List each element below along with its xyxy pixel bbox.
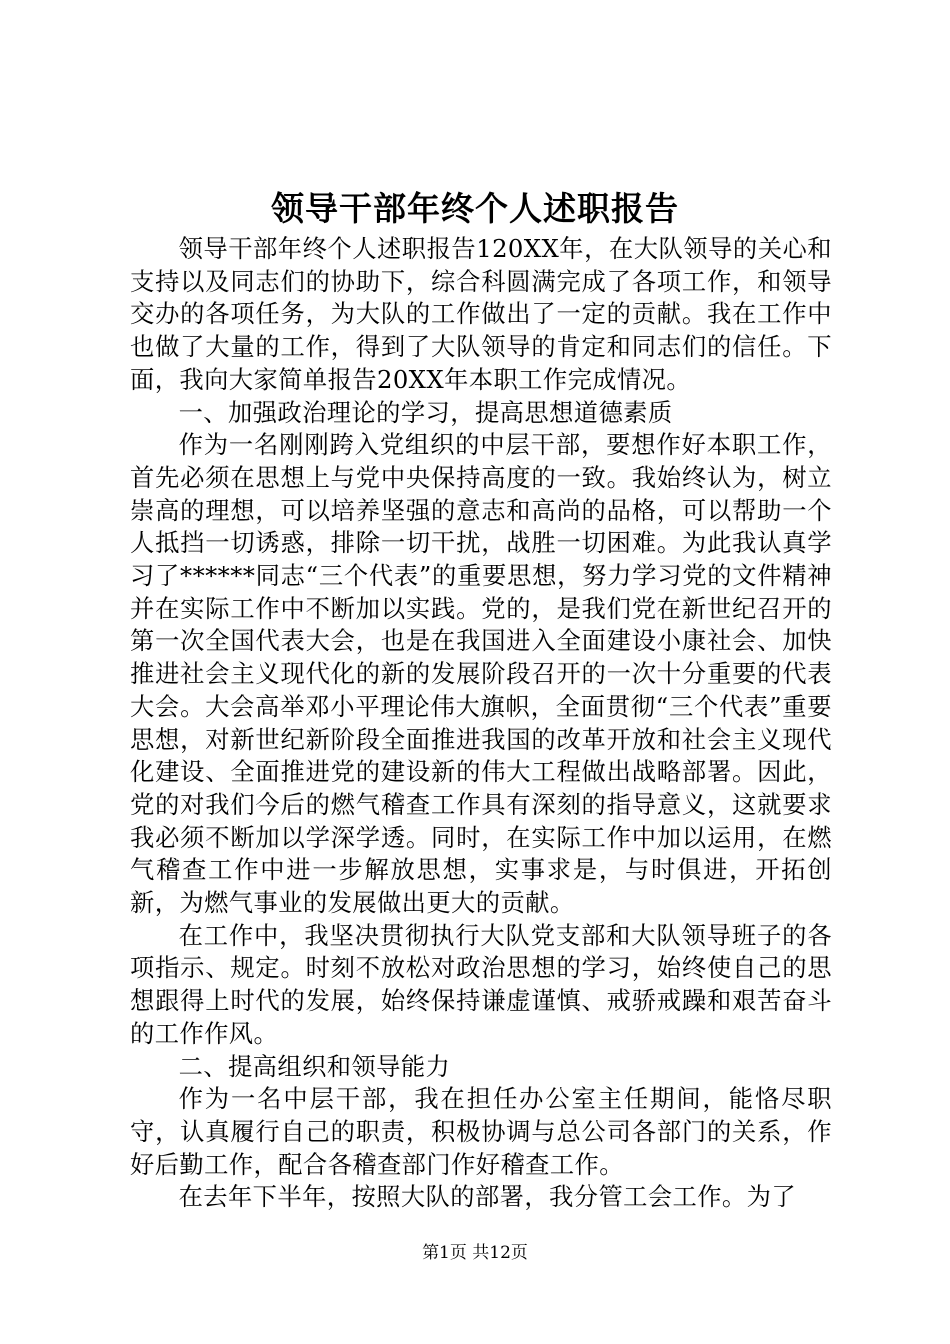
section-heading-2: 二、提高组织和领导能力: [178, 1051, 451, 1081]
paragraph-intro: 领导干部年终个人述职报告120XX年，在大队领导的关心和支持以及同志们的协助下，综合科圆满完成了各项工作，和领导交办的各项任务，为大队的工作做出了一定的贡献。我在工作中也做了大量的工作，得到了大队领导的肯定和同志们的信任。下面，我向大家简单报告20XX年本职工作完成情况。: [130, 234, 832, 394]
paragraph-union-work: 在去年下半年，按照大队的部署，我分管工会工作。为了: [178, 1182, 797, 1212]
paragraph-work-style: 在工作中，我坚决贯彻执行大队党支部和大队领导班子的各项指示、规定。时刻不放松对政治思想的学习，始终使自己的思想跟得上时代的发展，始终保持谦虚谨慎、戒骄戒躁和艰苦奋斗的工作作风。: [130, 920, 832, 1048]
paragraph-office-director: 作为一名中层干部，我在担任办公室主任期间，能恪尽职守，认真履行自己的职责，积极协调与总公司各部门的关系，作好后勤工作，配合各稽查部门作好稽查工作。: [130, 1084, 832, 1179]
document-title: 领导干部年终个人述职报告: [271, 189, 679, 228]
paragraph-political-study: 作为一名刚刚跨入党组织的中层干部，要想作好本职工作，首先必须在思想上与党中央保持高度的一致。我始终认为，树立崇高的理想，可以培养坚强的意志和高尚的品格，可以帮助一个人抵挡一切诱惑，排除一切干扰，战胜一切困难。为此我认真学习了******同志“三个代表”的重要思想，努力学习党的文件精神并在实际工作中不断加以实践。党的，是我们党在新世纪召开的第一次全国代表大会，也是在我国进入全面建设小康社会、加快推进社会主义现代化的新的发展阶段召开的一次十分重要的代表大会。大会高举邓小平理论伟大旗帜，全面贯彻“三个代表”重要思想，对新世纪新阶段全面推进我国的改革开放和社会主义现代化建设、全面推进党的建设新的伟大工程做出战略部署。因此，党的对我们今后的燃气稽查工作具有深刻的指导意义，这就要求我必须不断加以学深学透。同时，在实际工作中加以运用，在燃气稽查工作中进一步解放思想，实事求是，与时俱进，开拓创新，为燃气事业的发展做出更大的贡献。: [130, 430, 832, 918]
section-heading-1: 一、加强政治理论的学习，提高思想道德素质: [178, 397, 673, 427]
document-body: [130, 233, 832, 1214]
page-number-footer: 第1页 共12页: [422, 1243, 528, 1263]
